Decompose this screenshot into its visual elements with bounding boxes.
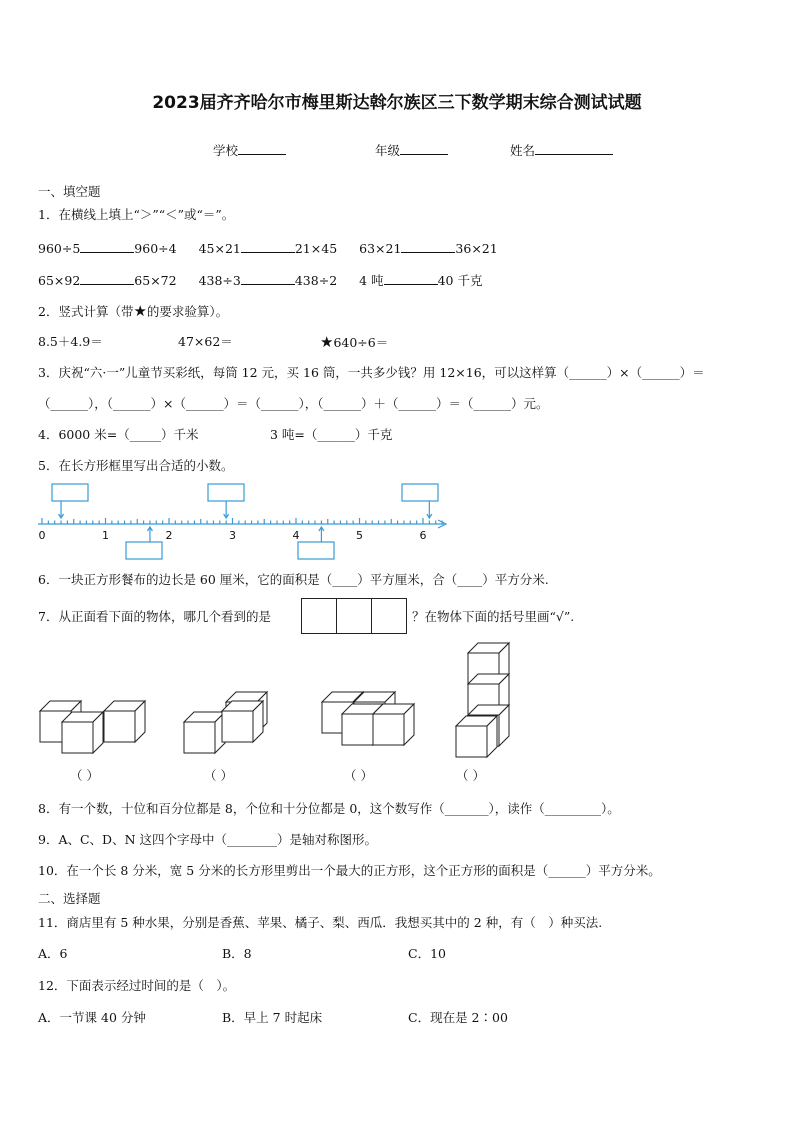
q1-expr: 65×72 [134, 273, 177, 288]
answer-box[interactable] [298, 542, 334, 559]
q11-option-c: C．10 [408, 946, 446, 961]
number-line [30, 480, 460, 565]
number-line-label: 5 [356, 529, 363, 542]
cube [373, 704, 414, 745]
q6: 6．一块正方形餐布的边长是 60 厘米，它的面积是（____）平方厘米，合（____）平方分米. [38, 572, 549, 587]
q12-option-a: A．一节课 40 分钟 [38, 1010, 146, 1025]
school-field [213, 141, 286, 159]
q7-stem-b: ？在物体下面的括号里画“√”. [412, 609, 575, 624]
q3-line1: 3．庆祝“六·一”儿童节买彩纸，每筒 12 元，买 16 筒，一共多少钱？用 12×16，可以这样算（______）×（______）＝ [38, 365, 705, 380]
q7-paren-1: （ ） [70, 768, 99, 783]
q2-stem [38, 303, 228, 320]
q2-item-2: 47×62＝ [178, 334, 233, 349]
number-line-label: 3 [229, 529, 236, 542]
q1-expr: 65×92 [38, 273, 81, 288]
number-line-label: 2 [165, 529, 173, 542]
q1-row1 [38, 239, 498, 257]
answer-box[interactable] [208, 484, 244, 501]
q12-option-b: B．早上 7 时起床 [222, 1010, 323, 1025]
name-label: 姓名 [510, 143, 536, 158]
number-line-label: 1 [102, 529, 109, 542]
q1-expr: 438÷2 [294, 273, 338, 288]
q1-expr: 438÷3 [198, 273, 241, 288]
q7-paren-2: （ ） [204, 768, 233, 783]
number-line-label: 6 [419, 529, 427, 542]
star-icon: ★ [320, 333, 334, 351]
answer-box[interactable] [126, 542, 162, 559]
q1-expr: 36×21 [455, 241, 498, 256]
q4-b: 3 吨=（______）千克 [270, 427, 393, 442]
name-field [510, 141, 613, 159]
cube [62, 712, 103, 753]
grade-field [375, 141, 448, 159]
number-line-label: 0 [38, 529, 46, 542]
q9: 9．A、C、D、N 这四个字母中（________）是轴对称图形。 [38, 832, 377, 847]
q1-expr: 21×45 [294, 241, 338, 256]
cube [456, 716, 497, 757]
answer-box[interactable] [402, 484, 438, 501]
q1-expr: 4 吨 [359, 273, 384, 288]
page-title: 2023届齐齐哈尔市梅里斯达斡尔族区三下数学期末综合测试试题 [152, 93, 642, 113]
q2-item-1: 8.5＋4.9＝ [38, 334, 103, 349]
q12-option-c: C．现在是 2∶00 [408, 1010, 508, 1025]
q11-stem: 11．商店里有 5 种水果，分别是香蕉、苹果、橘子、梨、西瓜．我想买其中的 2 种，有（ ）种买法. [38, 915, 603, 930]
q2-stem-a: 2．竖式计算（带 [38, 304, 134, 319]
q1-stem: 1．在横线上填上“＞”“＜”或“＝”。 [38, 207, 235, 222]
q11-option-a: A．6 [38, 946, 68, 961]
q11-option-b: B．8 [222, 946, 252, 961]
q3-line2: （______），（______）×（______）＝（______），（______）＋（______）＝（______）元。 [38, 396, 549, 411]
section-multiple-choice: 二、选择题 [38, 891, 101, 906]
star-icon: ★ [133, 302, 147, 320]
q1-expr: 63×21 [359, 241, 402, 256]
cube [184, 712, 225, 753]
cube-figures [30, 636, 530, 766]
number-line-label: 4 [292, 529, 300, 542]
grade-label: 年级 [375, 143, 401, 158]
cube [104, 701, 145, 742]
q7-paren-4: （ ） [456, 768, 485, 783]
school-label: 学校 [213, 143, 239, 158]
section-fill-blank: 一、填空题 [38, 184, 101, 199]
q1-expr: 960÷5 [38, 241, 81, 256]
q5-stem: 5．在长方形框里写出合适的小数。 [38, 458, 234, 473]
q1-row2 [38, 271, 482, 289]
cube [222, 701, 263, 742]
q2-item-3 [320, 334, 388, 351]
q1-expr: 45×21 [198, 241, 241, 256]
q1-expr: 960÷4 [134, 241, 177, 256]
q7-stem-a: 7．从正面看下面的物体，哪几个看到的是 [38, 609, 271, 624]
q12-stem: 12．下面表示经过时间的是（ ）。 [38, 978, 236, 993]
q1-expr: 40 千克 [437, 273, 483, 288]
q4-a: 4．6000 米=（_____）千米 [38, 427, 199, 442]
q2-stem-b: 的要求验算）。 [146, 304, 229, 319]
q8: 8．有一个数，十位和百分位都是 8，个位和十分位都是 0，这个数写作（_______），读作（_________）。 [38, 801, 620, 816]
answer-box[interactable] [52, 484, 88, 501]
q10: 10．在一个长 8 分米，宽 5 分米的长方形里剪出一个最大的正方形，这个正方形的面积是（______）平方分米。 [38, 863, 661, 878]
q2-item-3-text: 640÷6＝ [333, 335, 389, 350]
front-view-three-squares [301, 598, 409, 634]
q7-paren-3: （ ） [344, 768, 373, 783]
